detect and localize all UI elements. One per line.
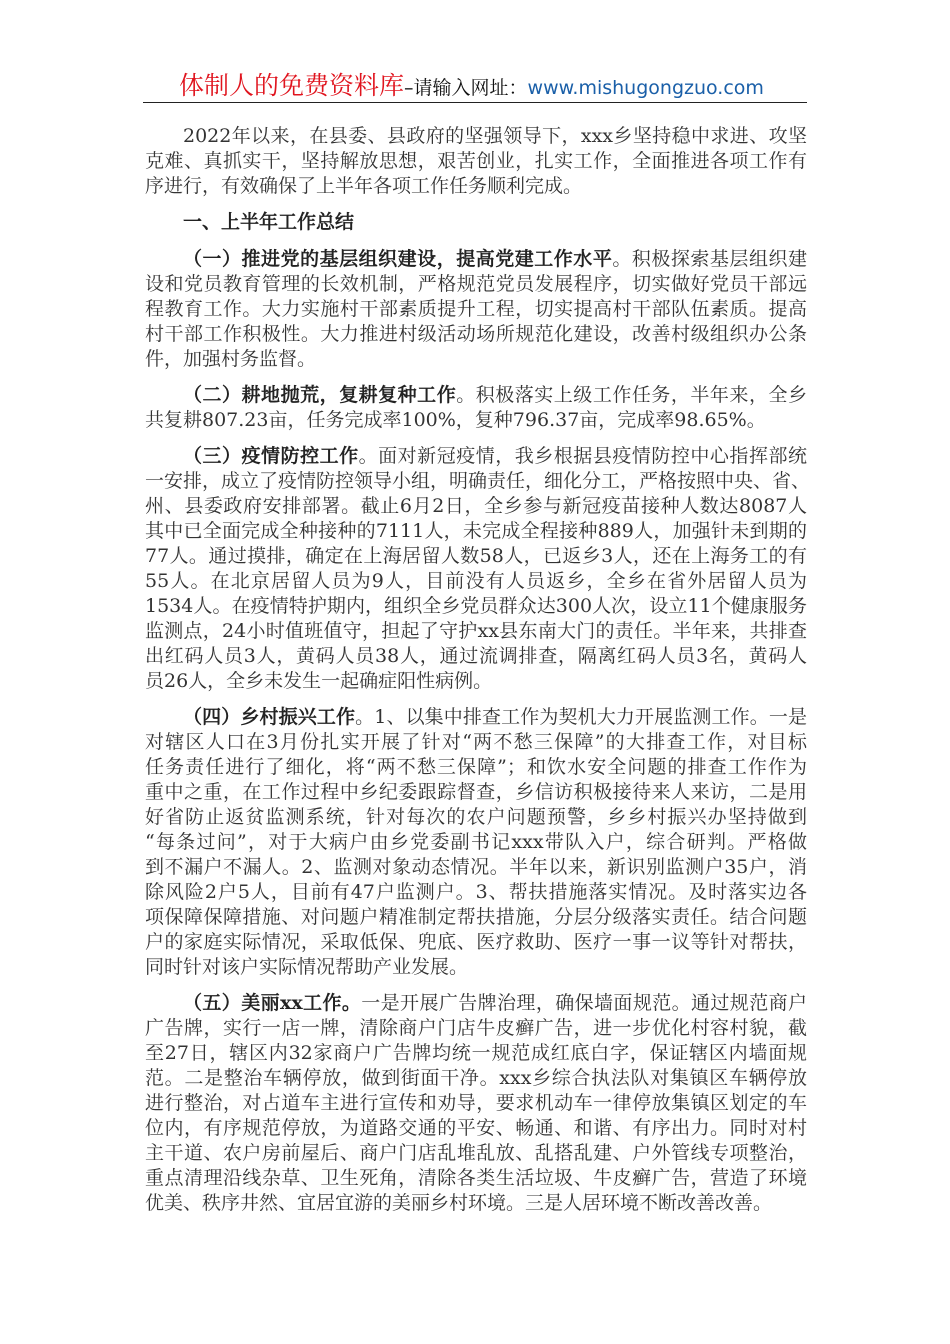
url-prompt: –请输入网址：: [404, 77, 528, 99]
text-line: [145, 1166, 807, 1191]
line-text: 位内，有序规范停放，为道路交通的平安、畅通、和谐、有序出力。同时对村: [145, 1117, 807, 1139]
paragraph-lead: （四）乡村振兴工作: [183, 706, 356, 728]
text-line: [145, 905, 807, 930]
paragraph: [145, 991, 807, 1216]
text-line: [145, 619, 807, 644]
line-text: 村干部工作积极性。大力推进村级活动场所规范化建设，改善村级组织办公条: [145, 323, 807, 345]
text-line: [145, 544, 807, 569]
line-text: 监测点，24小时值班值守，担起了守护xx县东南大门的责任。半年来，共排查: [145, 620, 807, 642]
line-text: 进行整治，对占道车主进行宣传和劝导，要求机动车一律停放集镇区划定的车: [145, 1092, 807, 1114]
line-text: 出红码人员3人，黄码人员38人，通过流调排查，隔离红码人员3名，黄码人: [145, 645, 807, 667]
line-text: 广告牌，实行一店一牌，清除商户门店牛皮癣广告，进一步优化村容村貌，截: [145, 1017, 807, 1039]
line-text: 件，加强村务监督。: [145, 348, 317, 370]
line-text: 同时针对该户实际情况帮助产业发展。: [145, 956, 469, 978]
line-text: 克难、真抓实干，坚持解放思想，艰苦创业，扎实工作，全面推进各项工作有: [145, 150, 807, 172]
text-line: [145, 322, 807, 347]
line-text: 到不漏户不漏人。2、监测对象动态情况。半年以来，新识别监测户35户，消: [145, 856, 807, 878]
text-line: [145, 383, 807, 408]
paragraph: [145, 124, 807, 199]
text-line: [145, 930, 807, 955]
text-line: [145, 1116, 807, 1141]
text-line: [145, 780, 807, 805]
text-line: [145, 730, 807, 755]
line-text: 主干道、农户房前屋后、商户门店乱堆乱放、乱搭乱建、户外管线专项整治，: [145, 1142, 807, 1164]
line-text: 2022年以来，在县委、县政府的坚强领导下，xxx乡坚持稳中求进、攻坚: [183, 125, 807, 147]
text-line: [145, 272, 807, 297]
paragraph: [145, 247, 807, 372]
line-text: 任务责任进行了细化，将“两不愁三保障”；和饮水安全问题的排查工作作为: [145, 756, 807, 778]
line-text: 程教育工作。大力实施村干部素质提升工程，切实提高村干部队伍素质。提高: [145, 298, 807, 320]
text-line: [145, 1091, 807, 1116]
text-line: [145, 805, 807, 830]
line-text: 重点清理沿线杂草、卫生死角，清除各类生活垃圾、牛皮癣广告，营造了环境: [145, 1167, 807, 1189]
text-line: [145, 297, 807, 322]
paragraph: [145, 705, 807, 980]
line-text: 77人。通过摸排，确定在上海居留人数58人，已返乡3人，还在上海务工的有: [145, 545, 807, 567]
text-line: [145, 408, 807, 433]
section-heading: 一、上半年工作总结: [183, 211, 355, 233]
line-text: 至27日，辖区内32家商户广告牌均统一规范成红底白字，保证辖区内墙面规: [145, 1042, 807, 1064]
line-text: 共复耕807.23亩，任务完成率100%，复种796.37亩，完成率98.65%。: [145, 409, 766, 431]
text-line: [145, 705, 807, 730]
line-text: 序进行，有效确保了上半年各项工作任务顺利完成。: [145, 175, 583, 197]
text-line: [145, 1066, 807, 1091]
text-line: [145, 955, 807, 980]
paragraph-lead: （一）推进党的基层组织建设，提高党建工作水平: [183, 248, 613, 270]
text-line: [145, 755, 807, 780]
text-line: [145, 830, 807, 855]
line-text: 州、县委政府安排部署。截止6月2日，全乡参与新冠疫苗接种人数达8087人: [145, 495, 807, 517]
paragraph-lead: （二）耕地抛荒，复耕复种工作: [183, 384, 457, 406]
text-line: [145, 444, 807, 469]
line-text: 项保障保障措施、对问题户精准制定帮扶措施，分层分级落实责任。结合问题: [145, 906, 807, 928]
document-body: [145, 124, 811, 1227]
text-line: [145, 569, 807, 594]
paragraph-lead: （五）美丽xx工作。: [183, 992, 362, 1014]
text-line: [145, 644, 807, 669]
text-line: [145, 149, 807, 174]
line-text: 。面对新冠疫情，我乡根据县疫情防控中心指挥部统: [358, 445, 807, 467]
site-name: 体制人的免费资料库: [179, 71, 405, 100]
line-text: 户的家庭实际情况，采取低保、兜底、医疗救助、医疗一事一议等针对帮扶，: [145, 931, 807, 953]
line-text: 员26人，全乡未发生一起确症阳性病例。: [145, 670, 493, 692]
line-text: 对辖区人口在3月份扎实开展了针对“两不愁三保障”的大排查工作，对目标: [145, 731, 807, 753]
text-line: [145, 247, 807, 272]
line-text: 。积极探索基层组织建: [612, 248, 807, 270]
text-line: [145, 669, 807, 694]
line-text: 。积极落实上级工作任务，半年来，全乡: [456, 384, 807, 406]
line-text: 重中之重，在工作过程中乡纪委跟踪督查，乡信访积极接待来人来访，二是用: [145, 781, 807, 803]
line-text: 优美、秩序井然、宜居宜游的美丽乡村环境。三是人居环境不断改善改善。: [145, 1192, 773, 1214]
text-line: [145, 174, 807, 199]
text-line: [145, 855, 807, 880]
site-banner: [143, 66, 807, 102]
text-line: [145, 1141, 807, 1166]
line-text: 其中已全面完成全种接种的7111人，未完成全程接种889人，加强针未到期的: [145, 520, 807, 542]
text-line: [145, 124, 807, 149]
line-text: 好省防止返贫监测系统，针对每次的农户问题预警，乡乡村振兴办坚持做到: [145, 806, 807, 828]
line-text: 1534人。在疫情特护期内，组织全乡党员群众达300人次，设立11个健康服务: [145, 595, 807, 617]
line-text: 一安排，成立了疫情防控领导小组，明确责任，细化分工，严格按照中央、省、: [145, 470, 811, 492]
text-line: [145, 1191, 807, 1216]
text-line: [145, 494, 807, 519]
line-text: 范。二是整治车辆停放，做到街面干净。xxx乡综合执法队对集镇区车辆停放: [145, 1067, 807, 1089]
text-line: [145, 991, 807, 1016]
text-line: [145, 1016, 807, 1041]
text-line: [145, 880, 807, 905]
line-text: “每条过问”，对于大病户由乡党委副书记xxx带队入户，综合研判。严格做: [145, 831, 807, 853]
text-line: [145, 594, 807, 619]
paragraph-lead: （三）疫情防控工作: [183, 445, 359, 467]
text-line: [145, 519, 807, 544]
line-text: 55人。在北京居留人员为9人，目前没有人员返乡，全乡在省外居留人员为: [145, 570, 807, 592]
site-url-link[interactable]: www.mishugongzuo.com: [527, 77, 764, 99]
line-text: 一是开展广告牌治理，确保墙面规范。通过规范商户: [361, 992, 808, 1014]
line-text: 除风险2户5人，目前有47户监测户。3、帮扶措施落实情况。及时落实边各: [145, 881, 807, 903]
paragraph: [145, 444, 811, 694]
text-line: [145, 469, 811, 494]
text-line: [145, 347, 807, 372]
text-line: [145, 1041, 807, 1066]
paragraph: [145, 383, 807, 433]
header-divider: [143, 102, 807, 103]
line-text: 。1、以集中排查工作为契机大力开展监测工作。一是: [355, 706, 807, 728]
line-text: 设和党员教育管理的长效机制，严格规范党员发展程序，切实做好党员干部远: [145, 273, 807, 295]
